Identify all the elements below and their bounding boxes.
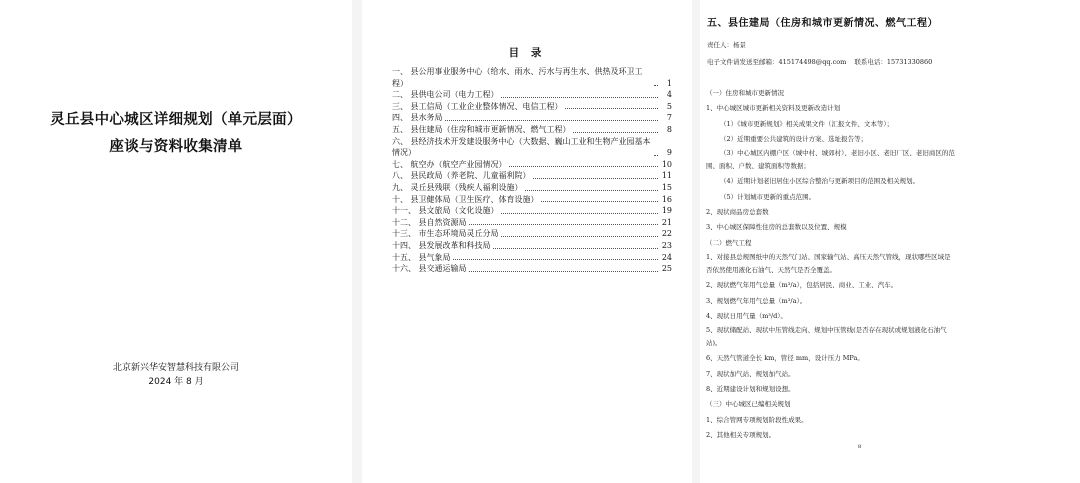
toc-item-page: 25 [661,264,672,274]
cover-date: 2024 年 8 月 [148,377,204,387]
toc-item[interactable] [392,205,672,217]
section-line: 1、中心城区城市更新相关资料及更新改造计划 [706,104,841,113]
toc-leader-dots [533,178,658,179]
toc-item[interactable] [392,159,672,171]
section-line: 1、对接县总规图纸中的天然气门站、国家输气站、高压天然气管线，现状哪些区域是 [706,252,951,261]
toc-leader-dots [654,85,658,86]
section-line: 8、近期建设计划和规划设想。 [706,385,795,394]
toc-item-label: 十六、 县交通运输局 [392,264,467,274]
toc-leader-dots [445,120,658,121]
toc-item-label: 一、 县公用事业服务中心（给水、雨水、污水与再生水、供热及环卫工程） [392,67,643,88]
section-line: 2、其他相关专项规划。 [706,430,776,439]
cover-title: 灵丘县中心城区详细规划（单元层面） [50,111,302,128]
toc-item-page: 23 [661,240,672,250]
toc-item[interactable] [392,228,672,240]
toc-item-page: 16 [661,194,672,204]
toc-leader-dots [501,97,658,98]
toc-item-label: 十五、 县气象局 [392,252,451,262]
toc-item-label: 十一、 县文旅局（文化设施） [392,206,499,216]
cover-company: 北京新兴华安智慧科技有限公司 [112,363,239,373]
section-title: 五、县住建局（住房和城市更新情况、燃气工程） [707,18,938,29]
section-line: 否依然使用液化石油气、天然气是否全覆盖。 [706,265,836,274]
toc-item-label: 十三、 市生态环境局灵丘分局 [392,229,499,239]
section-line: （一）住房和城市更新情况 [706,89,784,97]
section-line: 7、现状加气站、规划加气站。 [706,369,795,378]
toc-item[interactable] [392,89,672,101]
toc-leader-dots [469,224,658,225]
section-line: （三）中心城区已编相关规划 [706,400,791,409]
toc-item-label: 六、 县经济技术开发建设服务中心（大数据、巍山工业和生物产业园基本情况） [392,136,651,158]
toc-item-label: 三、 县工信局（工业企业整体情况、电信工程） [392,101,563,111]
toc-leader-dots [654,155,658,156]
toc-item[interactable] [392,101,672,113]
toc-item-label: 四、 县水务局 [392,113,443,123]
toc-item-page: 9 [666,148,672,158]
toc-item-label: 十四、 县发展改革和科技局 [392,240,491,250]
toc-item-page: 1 [666,78,672,88]
toc-item[interactable] [392,182,672,194]
toc-item-label: 二、 县供电公司（电力工程） [392,90,499,100]
toc-item-page: 22 [661,229,672,239]
toc-item-page: 10 [661,159,672,169]
toc-item-page: 24 [661,252,672,262]
toc-heading: 目 录 [508,47,546,59]
toc-leader-dots [565,108,658,109]
section-line: 3、规划燃气年用气总量（m³/a）。 [706,296,807,305]
toc-item[interactable] [392,240,672,252]
section-line: 5、现状储配站、现状中压管线走向、规划中压管线(是否存在现状或规划液化石油气 [706,326,947,335]
toc-item[interactable] [392,252,672,264]
toc-item-page: 21 [661,217,672,227]
toc-leader-dots [501,236,658,237]
section-page [700,0,1080,483]
section-line: 站)。 [706,339,722,348]
toc-leader-dots [469,271,658,272]
section-line: （5）计划城市更新的重点范围。 [720,192,816,201]
toc-item-label: 十二、 县自然资源局 [392,217,467,227]
section-line: （2）近期重要公共建筑的设计方案、选址报告等； [720,134,868,143]
section-line: 围、面积、户数、建筑面积等数据； [706,162,810,171]
section-line: 6、天然气管道全长 km，管径 mm，设计压力 MPa。 [706,354,864,363]
section-line: （4）近期计划老旧居住小区综合整治与更新项目的范围及相关规划。 [720,177,920,186]
toc-list [392,66,672,275]
section-line: 2、现状商品房总套数 [706,208,769,217]
toc-leader-dots [453,259,658,260]
section-line: 1、综合管网专项规划阶段性成果。 [706,415,808,424]
toc-item[interactable] [392,194,672,206]
toc-page [362,0,692,483]
phone-text: 联系电话：15731330860 [854,58,933,66]
toc-item[interactable] [392,112,672,124]
toc-item-page: 11 [661,171,672,181]
section-body [706,86,1074,443]
section-line: 3、中心城区保障性住房的总套数以及位置、规模 [706,223,847,232]
toc-leader-dots [541,201,658,202]
toc-leader-dots [573,132,658,133]
toc-leader-dots [525,190,658,191]
toc-item[interactable] [392,124,672,136]
toc-item-page: 8 [666,124,672,134]
section-line: 4、现状日用气量（m³/d）。 [706,311,788,320]
toc-leader-dots [493,248,658,249]
toc-item-page: 19 [661,206,672,216]
toc-item[interactable] [392,136,672,159]
section-line: （二）燃气工程 [706,238,752,247]
toc-item-label: 五、 县住建局（住房和城市更新情况、燃气工程） [392,124,571,134]
toc-item-page: 7 [666,113,672,123]
toc-item-page: 4 [666,90,672,100]
toc-leader-dots [501,213,658,214]
section-line: 2、现状燃气年用气总量（m³/a），包括居民、商业、工业、汽车。 [706,281,898,290]
contact-info [707,57,1067,66]
toc-item[interactable] [392,170,672,182]
toc-item[interactable] [392,217,672,229]
toc-item[interactable] [392,263,672,275]
section-line: （3）中心城区内棚户区（城中村、城郊村）、老旧小区、老旧厂区、老旧商区的范 [720,149,955,158]
toc-item-label: 七、 航空办（航空产业园情况） [392,159,507,169]
toc-item-label: 九、 灵丘县残联（残疾人福利设施） [392,182,523,192]
toc-item-page: 15 [661,182,672,192]
toc-item-label: 十、 县卫健体局（卫生医疗、体育设施） [392,194,539,204]
toc-item-page: 5 [666,101,672,111]
toc-leader-dots [509,166,658,167]
cover-page [0,0,352,483]
email-text[interactable]: 电子文件请发送至邮箱：415174498@qq.com [707,58,847,66]
cover-subtitle: 座谈与资料收集清单 [109,138,243,155]
toc-item-label: 八、 县民政局（养老院、儿童福利院） [392,171,531,181]
section-line: （1）《城市更新规划》相关成果文件（汇报文件、文本等）； [720,119,894,128]
page-number: 8 [858,444,862,450]
responsible-person: 责任人：杨景 [707,41,746,49]
toc-item[interactable] [392,66,672,89]
